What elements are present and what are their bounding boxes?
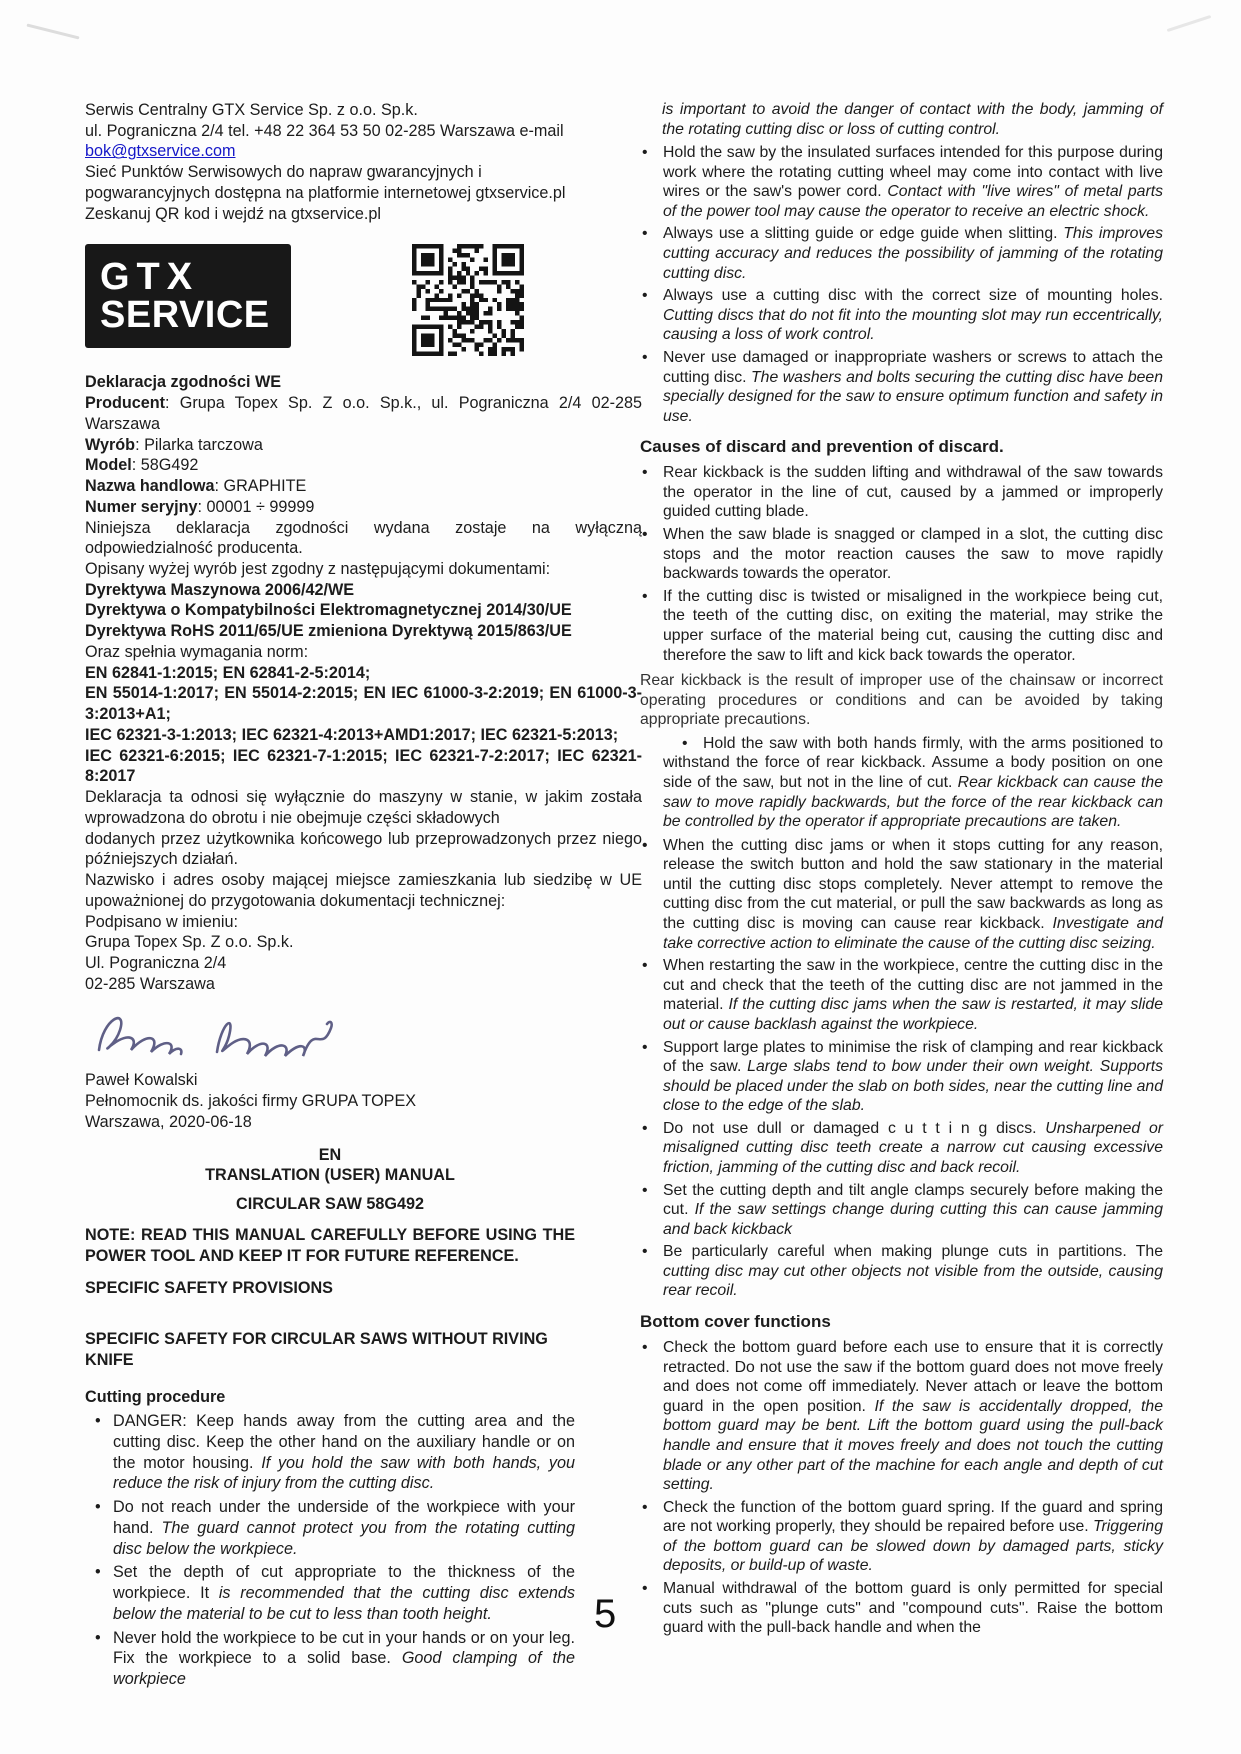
text-run-italic: Triggering of the bottom guard can be slowed down by damaged parts, sticky deposits, or build-up of waste. — [663, 1518, 1163, 1575]
bullet-item — [85, 1411, 575, 1494]
norm-line: IEC 62321-3-1:2013; IEC 62321-4:2013+AMD1:2017; IEC 62321-5:2013; — [85, 725, 619, 744]
cutting-procedure-list — [85, 1411, 575, 1690]
text-run: Manual withdrawal of the bottom guard is only permitted for special cuts such as "plunge cuts" and "compound cuts". Raise the bottom guard with the pull-back handle and when the — [663, 1580, 1163, 1637]
text-run: Hold the saw by the insulated surfaces intended for this purpose during work where the rotating cutting wheel may come into contact with live wires or the saw's power cord. — [663, 144, 1163, 201]
scan-artifact — [1167, 15, 1212, 32]
text-run-italic: If you hold the saw with both hands, you reduce the risk of injury from the cutting disc. — [113, 1453, 575, 1493]
text-run: Set the depth of cut appropriate to the thickness of the workpiece. It — [113, 1563, 575, 1603]
norm-line: EN 62841-1:2015; EN 62841-2-5:2014; — [85, 663, 371, 682]
text-run-italic: Good clamping of the workpiece — [113, 1649, 575, 1689]
kickback-paragraph: Rear kickback is the result of improper use of the chainsaw or incorrect operating procedures or conditions and can be avoided by taking appropriate precautions. — [640, 672, 1163, 729]
text-run-italic: The washers and bolts securing the cutting disc have been specially designed for the saw to ensure optimum function and safety in use. — [663, 368, 1163, 425]
text-run: Check the function of the bottom guard spring. If the guard and spring are not working properly, they should be repaired before use. — [663, 1498, 1163, 1536]
bullet-item — [85, 1497, 575, 1559]
norm-line: EN 55014-1:2017; EN 55014-2:2015; EN IEC 61000-3-2:2019; EN 61000-3-3:2013+A1; — [85, 684, 642, 724]
bullet-item — [640, 143, 1163, 221]
field-product — [85, 435, 642, 456]
bullet-item — [640, 1119, 1163, 1178]
kickback-list — [640, 463, 1163, 665]
language-code: EN — [318, 1145, 342, 1164]
page-number: 5 — [594, 1592, 617, 1636]
signer-role: Pełnomocnik ds. jakości firmy GRUPA TOPEX — [85, 1092, 417, 1111]
text-run: Check the bottom guard before each use to ensure that it is correctly retracted. Do not use the saw if the bottom guard does not move freely and does not come off immediately. Never attach or leave the bottom guard in the open position. — [663, 1339, 1163, 1415]
safety-list-1 — [640, 143, 1163, 426]
text-run: Be particularly careful when making plunge cuts in partitions. The — [663, 1243, 1163, 1261]
bullet-item — [640, 463, 1163, 522]
bullet-item — [640, 1242, 1163, 1301]
bullet-item — [640, 1181, 1163, 1240]
product-title: CIRCULAR SAW 58G492 — [236, 1195, 424, 1214]
declaration-paragraph: Niniejsza deklaracja zgodności wydana zostaje na wyłączną odpowiedzialność producenta. — [85, 518, 642, 558]
service-line: ul. Pograniczna 2/4 tel. +48 22 364 53 50 02-285 Warszawa e-mail — [85, 121, 564, 140]
declaration-paragraph: Deklaracja ta odnosi się wyłącznie do maszyny w stanie, w jakim została wprowadzona do obrotu i nie obejmuje części składowych — [85, 788, 642, 827]
service-line: Serwis Centralny GTX Service Sp. z o.o. Sp.k. — [85, 101, 418, 119]
section-heading: Bottom cover functions — [640, 1312, 831, 1332]
directive: Dyrektywa o Kompatybilności Elektromagnetycznej 2014/30/UE — [85, 601, 572, 620]
section-heading: Causes of discard and prevention of discard. — [640, 437, 1004, 457]
text-run-italic: Investigate and take corrective action to eliminate the cause of the cutting disc seizing. — [663, 915, 1163, 952]
subsection-heading: Cutting procedure — [85, 1387, 226, 1406]
bullet-item — [85, 1562, 575, 1624]
field-label: Producent — [85, 394, 166, 413]
logo-text-service: SERVICE — [100, 294, 270, 337]
email-link[interactable]: bok@gtxservice.com — [85, 142, 236, 161]
bullet-item — [640, 587, 1163, 665]
text-run: DANGER: Keep hands away from the cutting area and the cutting disc. Keep the other hand on the auxiliary handle or on the motor housing. — [113, 1412, 575, 1472]
text-run: Always use a cutting disc with the correct size of mounting holes. — [663, 287, 1163, 305]
qr-code-svg — [412, 244, 524, 356]
text-run: Set the cutting depth and tilt angle clamps securely before making the cut. — [663, 1181, 1163, 1219]
declaration-paragraph: Nazwisko i adres osoby mającej miejsce zamieszkania lub siedzibę w UE upoważnionej do przygotowania dokumentacji technicznej: — [85, 871, 642, 910]
company-city: 02-285 Warszawa — [85, 974, 215, 993]
text-run: When the cutting disc jams or when it stops cutting for any reason, release the switch button and hold the saw stationary in the material until the cutting disc stops completely. Never attempt to remove the cutting disc from the cut material, or pull the saw backwards as long as the cutting disc is moving can cause rear kickback. — [663, 836, 1163, 933]
text-run: Never use damaged or inappropriate washers or screws to attach the cutting disc. — [663, 348, 1163, 386]
safety-list-2 — [640, 836, 1163, 1301]
bullet-item — [640, 1038, 1163, 1116]
text-run-italic: Unsharpened or misaligned cutting disc teeth create a narrow cut causing excessive friction, jamming of the cutting disc and back recoil. — [663, 1119, 1163, 1176]
text-run-italic: is recommended that the cutting disc extends below the material to be cut to less than tooth height. — [113, 1584, 575, 1623]
kickback-precaution-list — [640, 734, 1163, 832]
qr-code-icon — [412, 244, 524, 356]
text-run-italic: Rear kickback can cause the saw to move rapidly backwards, but the force of the rear kickback can be controlled by the operator if appropriate precautions are taken. — [663, 774, 1163, 831]
text-run-italic: Cutting discs that do not fit into the mounting slot may run eccentrically, causing a loss of work control. — [663, 306, 1163, 344]
field-value: : GRAPHITE — [214, 477, 307, 496]
service-info — [85, 100, 642, 224]
right-column — [640, 100, 1163, 1641]
continued-sentence: is important to avoid the danger of contact with the body, jamming of the rotating cutting disc or loss of cutting control. — [662, 101, 1163, 138]
bullet-item — [640, 734, 1163, 832]
bullet-item — [640, 348, 1163, 426]
text-run: Hold the saw with both hands firmly, with the arms positioned to withstand the force of rear kickback. Assume a body position on one side of the saw, but not in the line of cut. — [663, 734, 1163, 791]
service-line: Sieć Punktów Serwisowych do napraw gwarancyjnych i — [85, 163, 482, 182]
field-label: Model — [85, 456, 132, 475]
manual-title: TRANSLATION (USER) MANUAL — [205, 1166, 455, 1185]
bullet-item — [640, 286, 1163, 345]
bullet-item — [640, 956, 1163, 1034]
text-run: Support large plates to minimise the risk of clamping and rear kickback of the saw. — [663, 1038, 1163, 1076]
manual-note: NOTE: READ THIS MANUAL CAREFULLY BEFORE USING THE POWER TOOL AND KEEP IT FOR FUTURE REFERENCE. — [85, 1225, 575, 1265]
field-label: Nazwa handlowa — [85, 477, 215, 496]
directive: Dyrektywa Maszynowa 2006/42/WE — [85, 580, 355, 599]
scan-artifact — [26, 24, 79, 40]
text-run: Do not reach under the underside of the workpiece with your hand. — [113, 1498, 575, 1537]
company-street: Ul. Pograniczna 2/4 — [85, 953, 227, 972]
text-run-italic: This improves cutting accuracy and reduces the possibility of jamming of the rotating cutting disc. — [663, 225, 1163, 282]
declaration-title: Deklaracja zgodności WE — [85, 373, 282, 392]
logo-text-gtx: GTX — [100, 256, 200, 299]
declaration-paragraph: Podpisano w imieniu: — [85, 912, 238, 931]
bullet-item — [640, 1338, 1163, 1495]
field-value: : Grupa Topex Sp. Z o.o. Sp.k., ul. Pograniczna 2/4 02-285 Warszawa — [85, 394, 642, 433]
text-run-italic: If the cutting disc jams when the saw is restarted, it may slide out or cause backlash against the workpiece. — [663, 996, 1163, 1033]
field-producer — [85, 393, 642, 434]
norm-line: IEC 62321-6:2015; IEC 62321-7-1:2015; IEC 62321-7-2:2017; IEC 62321-8:2017 — [85, 746, 642, 786]
bullet-item — [640, 525, 1163, 584]
service-line: pogwarancyjnych dostępna na platformie internetowej gtxservice.pl — [85, 183, 566, 202]
logo-row — [85, 244, 642, 356]
service-line: Zeskanuj QR kod i wejdź na gtxservice.pl — [85, 204, 381, 223]
field-value: : 00001 ÷ 99999 — [197, 497, 315, 516]
text-run-italic: If the saw is accidentally dropped, the bottom guard may be bent. Lift the bottom guard using the pull-back handle and ensure that it moves freely and does not touch the cutting blade or any other part of the machine for each angle and depth of cut setting. — [663, 1397, 1163, 1494]
field-serial — [85, 497, 642, 518]
field-label: Numer seryjny — [85, 497, 198, 516]
declaration-paragraph: Opisany wyżej wyrób jest zgodny z następującymi dokumentami: — [85, 560, 551, 579]
text-run: If the cutting disc is twisted or misaligned in the workpiece being cut, the teeth of the cutting disc, on exiting the material, may strike the upper surface of the material being cut, causing the cutting disc and therefore the saw to lift and kick back towards the operator. — [663, 587, 1163, 664]
text-run: Do not use dull or damaged c u t t i n g discs. — [663, 1119, 1046, 1137]
left-column — [85, 100, 642, 1693]
declaration-paragraph: Oraz spełnia wymagania norm: — [85, 642, 309, 661]
handwritten-signature-icon — [89, 998, 349, 1070]
place-date: Warszawa, 2020-06-18 — [85, 1112, 252, 1131]
bullet-item — [640, 1579, 1163, 1638]
text-run: When restarting the saw in the workpiece, centre the cutting disc in the cut and check that the teeth of the cutting disc are not jammed in the material. — [663, 957, 1163, 1014]
text-run-italic: Contact with "live wires" of metal parts of the power tool may cause the operator to receive an electric shock. — [663, 183, 1163, 220]
text-run-italic: cutting disc may cut other objects not visible from the outside, causing rear recoil. — [663, 1262, 1163, 1300]
text-run-italic: Large slabs tend to bow under their own weight. Supports should be placed under the slab on both sides, near the cutting line and close to the edge of the slab. — [663, 1058, 1163, 1115]
declaration-section — [85, 372, 642, 1132]
signer-name: Paweł Kowalski — [85, 1071, 198, 1090]
text-run: Rear kickback is the sudden lifting and withdrawal of the saw towards the operator in the line of cut, caused by a jammed or improperly guided cutting blade. — [663, 464, 1163, 521]
company-name: Grupa Topex Sp. Z o.o. Sp.k. — [85, 933, 294, 952]
gtx-service-logo — [85, 244, 291, 348]
bottom-cover-list — [640, 1338, 1163, 1638]
text-run-italic: If the saw settings change during cutting this can cause jamming and back kickback — [663, 1201, 1163, 1238]
text-run-italic: The guard cannot protect you from the rotating cutting disc below the workpiece. — [113, 1518, 575, 1558]
text-run: Always use a slitting guide or edge guide when slitting. — [663, 225, 1064, 243]
section-heading: SPECIFIC SAFETY PROVISIONS — [85, 1279, 333, 1298]
section-heading: SPECIFIC SAFETY FOR CIRCULAR SAWS WITHOUT RIVING KNIFE — [85, 1330, 548, 1369]
directive: Dyrektywa RoHS 2011/65/UE zmieniona Dyrektywą 2015/863/UE — [85, 622, 572, 641]
field-model — [85, 455, 642, 476]
bullet-item — [640, 224, 1163, 283]
bullet-item — [640, 836, 1163, 953]
bullet-item — [85, 1628, 575, 1690]
text-run: Never hold the workpiece to be cut in your hands or on your leg. Fix the workpiece to a solid base. — [113, 1628, 575, 1668]
bullet-item — [640, 1498, 1163, 1576]
field-label: Wyrób — [85, 435, 136, 454]
en-manual-section — [85, 1145, 575, 1690]
text-run: When the saw blade is snagged or clamped in a slot, the cutting disc stops and the motor reaction causes the saw to move rapidly backwards towards the operator. — [663, 526, 1163, 583]
field-value: : Pilarka tarczowa — [135, 435, 263, 454]
declaration-paragraph: dodanych przez użytkownika końcowego lub przeprowadzonych przez niego późniejszych działań. — [85, 829, 642, 869]
field-trade-name — [85, 476, 642, 497]
field-value: : 58G492 — [131, 456, 199, 475]
